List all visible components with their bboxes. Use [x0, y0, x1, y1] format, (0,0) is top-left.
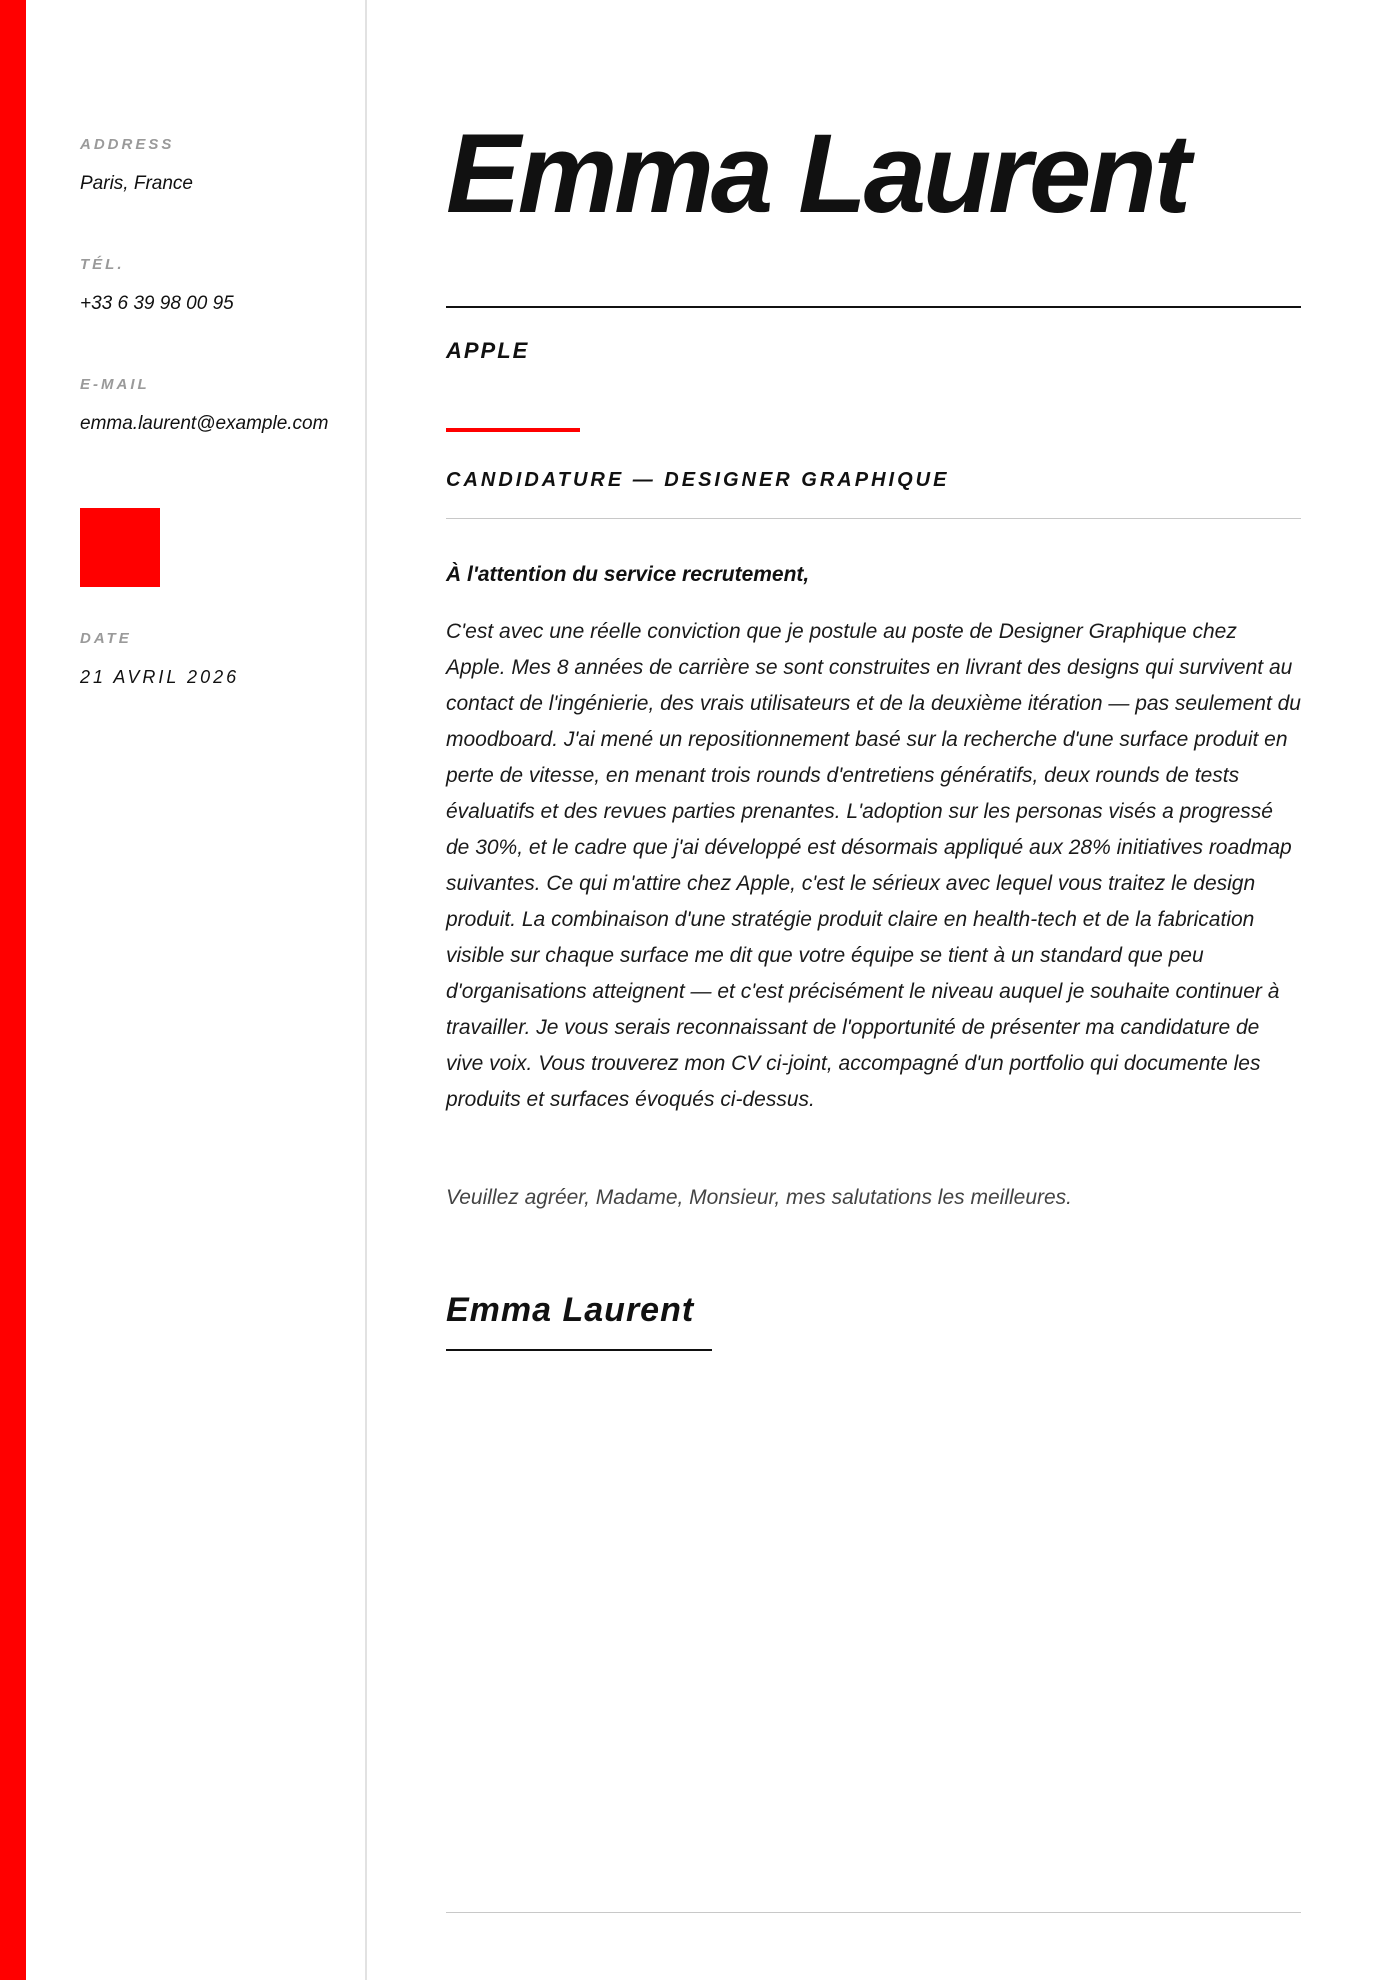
address-block [80, 136, 193, 195]
phone-value: +33 6 39 98 00 95 [80, 293, 234, 314]
address-label: ADDRESS [80, 136, 175, 153]
header-divider [446, 306, 1301, 308]
page-title: Emma Laurent [446, 111, 1188, 236]
phone-block [80, 256, 234, 315]
date-label: DATE [80, 630, 132, 647]
email-label: E-MAIL [80, 376, 150, 393]
signature: Emma Laurent [446, 1291, 695, 1329]
sidebar [26, 0, 367, 1980]
footer-divider [446, 1912, 1301, 1913]
email-value: emma.laurent@example.com [80, 413, 329, 434]
accent-bar [0, 0, 26, 1980]
letter-body: C'est avec une réelle conviction que je postule au poste de Designer Graphique chez Apple. Mes 8 années de carrière se sont construites en livrant des designs qui survivent au contact de l'ingénierie, des vrais utilisateurs et de la deuxième itération — pas seulement du moodboard. J'ai mené un repositionnement basé sur la recherche d'une surface produit en perte de vitesse, en menant trois rounds d'entretiens génératifs, deux rounds de tests évaluatifs et des revues parties prenantes. L'adoption sur les personas visés a progressé de 30%, et le cadre que j'ai développé est désormais appliqué aux 28% initiatives roadmap suivantes. Ce qui m'attire chez Apple, c'est le sérieux avec lequel vous traitez le design produit. La combinaison d'une stratégie produit claire en health-tech et de la fabrication visible sur chaque surface me dit que votre équipe se tient à un standard que peu d'organisations atteignent — et c'est précisément le niveau auquel je souhaite continuer à travailler. Je vous serais reconnaissant de l'opportunité de présenter ma candidature de vive voix. Vous trouverez mon CV ci-joint, accompagné d'un portfolio qui documente les produits et surfaces évoqués ci-dessus. [446, 620, 1301, 1111]
salutation: À l'attention du service recrutement, [446, 563, 810, 586]
closing-line: Veuillez agréer, Madame, Monsieur, mes salutations les meilleures. [446, 1186, 1073, 1209]
phone-label: TÉL. [80, 256, 125, 273]
signature-underline [446, 1349, 712, 1351]
company-name: APPLE [446, 338, 530, 363]
red-square-mark [80, 508, 160, 587]
email-block [80, 376, 328, 435]
date-block [80, 630, 239, 688]
date-value: 21 AVRIL 2026 [80, 667, 240, 687]
subject-divider [446, 518, 1301, 519]
subject-line: CANDIDATURE — DESIGNER GRAPHIQUE [446, 469, 950, 491]
red-accent-rule [446, 428, 580, 432]
address-value: Paris, France [80, 173, 193, 194]
